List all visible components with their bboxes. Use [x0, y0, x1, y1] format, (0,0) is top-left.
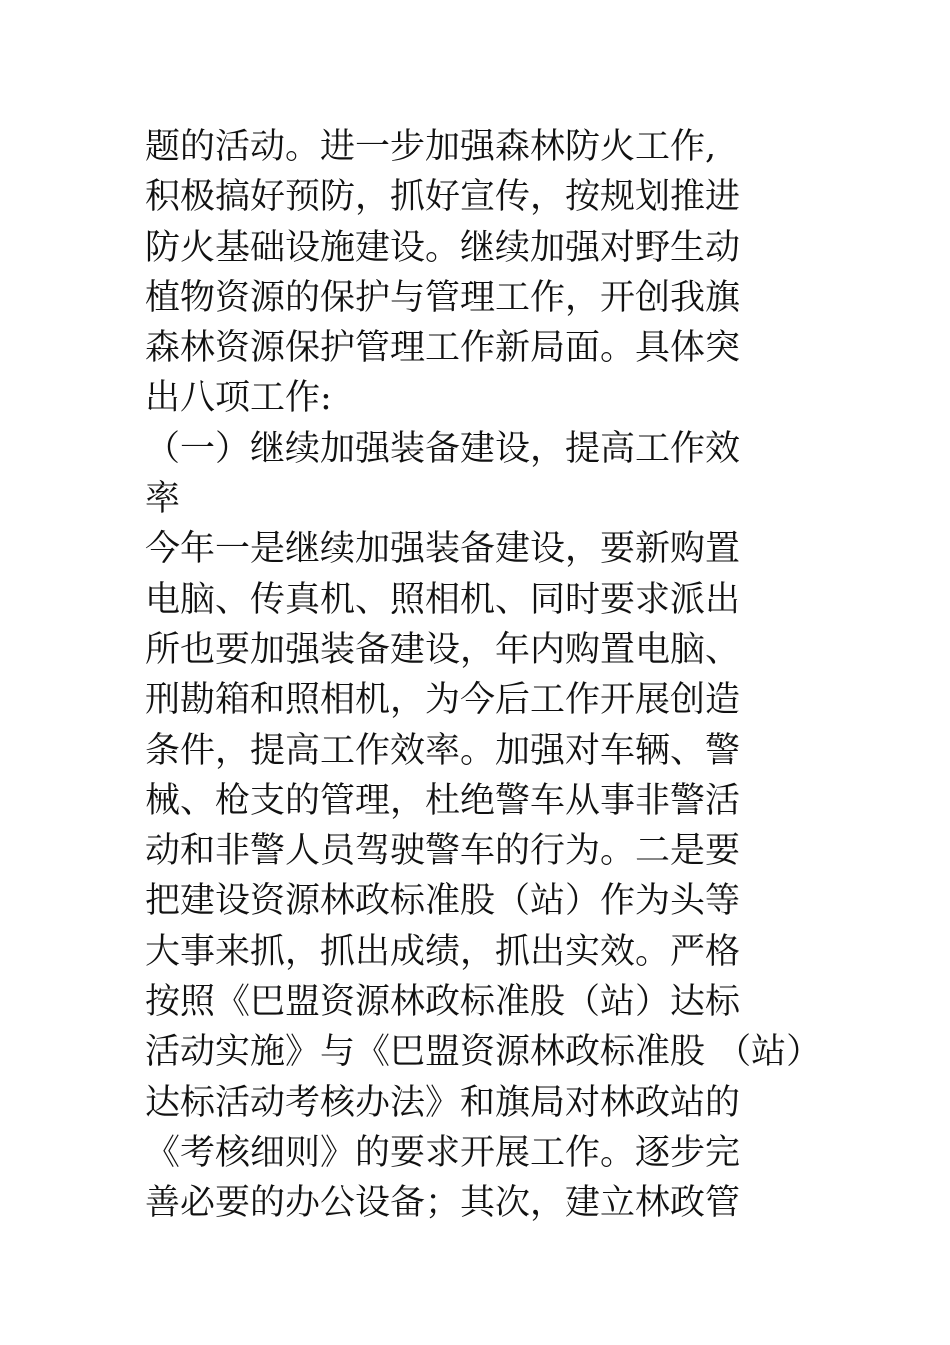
section-heading-line: （一）继续加强装备建设，提高工作效 — [145, 428, 741, 469]
text-line: 《考核细则》的要求开展工作。逐步完 — [145, 1132, 741, 1173]
text-line: 善必要的办公设备；其次，建立林政管 — [145, 1183, 741, 1224]
text-line: 森林资源保护管理工作新局面。具体突 — [145, 328, 741, 369]
text-line: 刑勘箱和照相机，为今后工作开展创造 — [145, 680, 741, 721]
text-line: 把建设资源林政标准股（站）作为头等 — [145, 881, 741, 922]
text-line: 活动实施》与《巴盟资源林政标准股 （站） — [145, 1032, 822, 1073]
text-line: 今年一是继续加强装备建设，要新购置 — [145, 529, 741, 570]
section-heading-line: 率 — [145, 479, 181, 520]
text-line: 按照《巴盟资源林政标准股（站）达标 — [145, 982, 741, 1023]
text-line: 出八项工作: — [145, 378, 332, 419]
text-line: 积极搞好预防，抓好宣传，按规划推进 — [145, 177, 741, 218]
body-text — [145, 122, 845, 1229]
text-line: 防火基础设施建设。继续加强对野生动 — [145, 227, 741, 268]
text-line: 电脑、传真机、照相机、同时要求派出 — [145, 579, 741, 620]
text-line: 达标活动考核办法》和旗局对林政站的 — [145, 1082, 741, 1123]
text-line: 题的活动。进一步加强森林防火工作, — [145, 127, 717, 167]
text-line: 所也要加强装备建设，年内购置电脑、 — [145, 629, 741, 670]
text-line: 械、枪支的管理，杜绝警车从事非警活 — [145, 780, 741, 821]
text-line: 大事来抓，抓出成绩，抓出实效。严格 — [145, 931, 741, 972]
text-line: 动和非警人员驾驶警车的行为。二是要 — [145, 831, 741, 872]
text-line: 条件，提高工作效率。加强对车辆、警 — [145, 730, 741, 771]
text-line: 植物资源的保护与管理工作，开创我旗 — [145, 277, 741, 318]
